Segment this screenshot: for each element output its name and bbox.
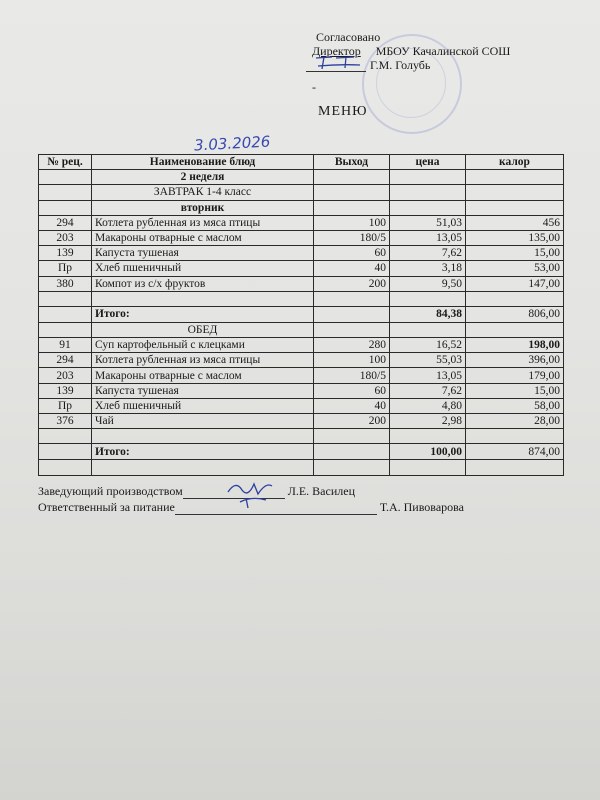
table-row bbox=[39, 215, 564, 230]
table-row bbox=[39, 353, 564, 368]
empty-row bbox=[39, 429, 564, 444]
col-header-dish: Наименование блюд bbox=[92, 155, 314, 170]
recipe-number: 91 bbox=[39, 338, 92, 353]
col-header-recipe: № рец. bbox=[39, 155, 92, 170]
breakfast-title-row bbox=[39, 185, 564, 200]
lunch-total-row bbox=[39, 444, 564, 460]
recipe-number: 380 bbox=[39, 276, 92, 291]
dish-name: Котлета рубленная из мяса птицы bbox=[92, 215, 314, 230]
handwritten-date bbox=[192, 132, 292, 154]
breakfast-total-label: Итого: bbox=[92, 306, 314, 322]
dish-price: 2,98 bbox=[390, 414, 466, 429]
dish-calories: 15,00 bbox=[466, 383, 564, 398]
responsible-signature-line bbox=[38, 500, 464, 515]
director-name: Г.М. Голубь bbox=[370, 58, 431, 72]
breakfast-total-calories: 806,00 bbox=[466, 306, 564, 322]
day-row bbox=[39, 200, 564, 215]
recipe-number: 376 bbox=[39, 414, 92, 429]
col-header-output: Выход bbox=[314, 155, 390, 170]
approval-dash: - bbox=[312, 80, 316, 94]
col-header-calories: калор bbox=[466, 155, 564, 170]
dish-output: 60 bbox=[314, 246, 390, 261]
dish-calories: 396,00 bbox=[466, 353, 564, 368]
col-header-price: цена bbox=[390, 155, 466, 170]
manager-label: Заведующий производством bbox=[38, 484, 183, 498]
recipe-number: 203 bbox=[39, 230, 92, 245]
responsible-signature-underline bbox=[175, 503, 377, 515]
dish-output: 100 bbox=[314, 215, 390, 230]
dish-name: Капуста тушеная bbox=[92, 383, 314, 398]
recipe-number: 203 bbox=[39, 368, 92, 383]
table-row bbox=[39, 338, 564, 353]
dish-name: Котлета рубленная из мяса птицы bbox=[92, 353, 314, 368]
dish-calories: 58,00 bbox=[466, 398, 564, 413]
dish-name: Макароны отварные с маслом bbox=[92, 230, 314, 245]
lunch-total-label: Итого: bbox=[92, 444, 314, 460]
dish-output: 100 bbox=[314, 353, 390, 368]
recipe-number: 294 bbox=[39, 353, 92, 368]
table-row bbox=[39, 368, 564, 383]
lunch-title: ОБЕД bbox=[92, 322, 314, 337]
table-row bbox=[39, 398, 564, 413]
recipe-number: 139 bbox=[39, 246, 92, 261]
dish-calories: 147,00 bbox=[466, 276, 564, 291]
week-row bbox=[39, 170, 564, 185]
menu-table bbox=[38, 154, 564, 476]
breakfast-total-row bbox=[39, 306, 564, 322]
dish-calories: 198,00 bbox=[466, 338, 564, 353]
dish-output: 200 bbox=[314, 276, 390, 291]
dish-output: 200 bbox=[314, 414, 390, 429]
empty-row bbox=[39, 291, 564, 306]
responsible-name: Т.А. Пивоварова bbox=[379, 500, 464, 514]
recipe-number: Пр bbox=[39, 261, 92, 276]
dish-name: Суп картофельный с клецками bbox=[92, 338, 314, 353]
table-row bbox=[39, 276, 564, 291]
school-name: МБОУ Качалинской СОШ bbox=[375, 44, 511, 58]
dish-name: Макароны отварные с маслом bbox=[92, 368, 314, 383]
svg-text:3.03.2026: 3.03.2026 bbox=[193, 132, 271, 154]
page-title: МЕНЮ bbox=[318, 104, 368, 119]
dish-calories: 179,00 bbox=[466, 368, 564, 383]
manager-name: Л.Е. Василец bbox=[287, 484, 355, 498]
dish-price: 13,05 bbox=[390, 230, 466, 245]
dish-output: 180/5 bbox=[314, 230, 390, 245]
dish-price: 55,03 bbox=[390, 353, 466, 368]
dish-price: 4,80 bbox=[390, 398, 466, 413]
dish-output: 180/5 bbox=[314, 368, 390, 383]
recipe-number: Пр bbox=[39, 398, 92, 413]
dish-calories: 28,00 bbox=[466, 414, 564, 429]
dish-output: 40 bbox=[314, 261, 390, 276]
approval-block bbox=[312, 30, 511, 94]
director-signature bbox=[310, 52, 366, 72]
lunch-title-row bbox=[39, 322, 564, 337]
manager-signature-line bbox=[38, 484, 355, 499]
dish-name: Капуста тушеная bbox=[92, 246, 314, 261]
dish-price: 7,62 bbox=[390, 383, 466, 398]
approval-agreed: Согласовано bbox=[316, 30, 381, 44]
director-signature-line bbox=[306, 58, 510, 72]
table-row bbox=[39, 230, 564, 245]
dish-name: Компот из с/х фруктов bbox=[92, 276, 314, 291]
dish-calories: 456 bbox=[466, 215, 564, 230]
dish-price: 51,03 bbox=[390, 215, 466, 230]
dish-calories: 53,00 bbox=[466, 261, 564, 276]
dish-price: 16,52 bbox=[390, 338, 466, 353]
responsible-label: Ответственный за питание bbox=[38, 500, 175, 514]
director-label: Директор bbox=[312, 44, 361, 58]
dish-name: Хлеб пшеничный bbox=[92, 261, 314, 276]
dish-output: 60 bbox=[314, 383, 390, 398]
dish-calories: 15,00 bbox=[466, 246, 564, 261]
table-row bbox=[39, 383, 564, 398]
week-label: 2 неделя bbox=[92, 170, 314, 185]
table-row bbox=[39, 414, 564, 429]
dish-price: 7,62 bbox=[390, 246, 466, 261]
empty-row bbox=[39, 460, 564, 475]
recipe-number: 294 bbox=[39, 215, 92, 230]
dish-price: 9,50 bbox=[390, 276, 466, 291]
table-row bbox=[39, 246, 564, 261]
recipe-number: 139 bbox=[39, 383, 92, 398]
table-header-row bbox=[39, 155, 564, 170]
dish-output: 40 bbox=[314, 398, 390, 413]
dish-name: Хлеб пшеничный bbox=[92, 398, 314, 413]
dish-calories: 135,00 bbox=[466, 230, 564, 245]
table-row bbox=[39, 261, 564, 276]
dish-output: 280 bbox=[314, 338, 390, 353]
dish-name: Чай bbox=[92, 414, 314, 429]
lunch-total-calories: 874,00 bbox=[466, 444, 564, 460]
dish-price: 3,18 bbox=[390, 261, 466, 276]
breakfast-title: ЗАВТРАК 1-4 класс bbox=[92, 185, 314, 200]
breakfast-total-price: 84,38 bbox=[390, 306, 466, 322]
dish-price: 13,05 bbox=[390, 368, 466, 383]
day-label: вторник bbox=[92, 200, 314, 215]
lunch-total-price: 100,00 bbox=[390, 444, 466, 460]
